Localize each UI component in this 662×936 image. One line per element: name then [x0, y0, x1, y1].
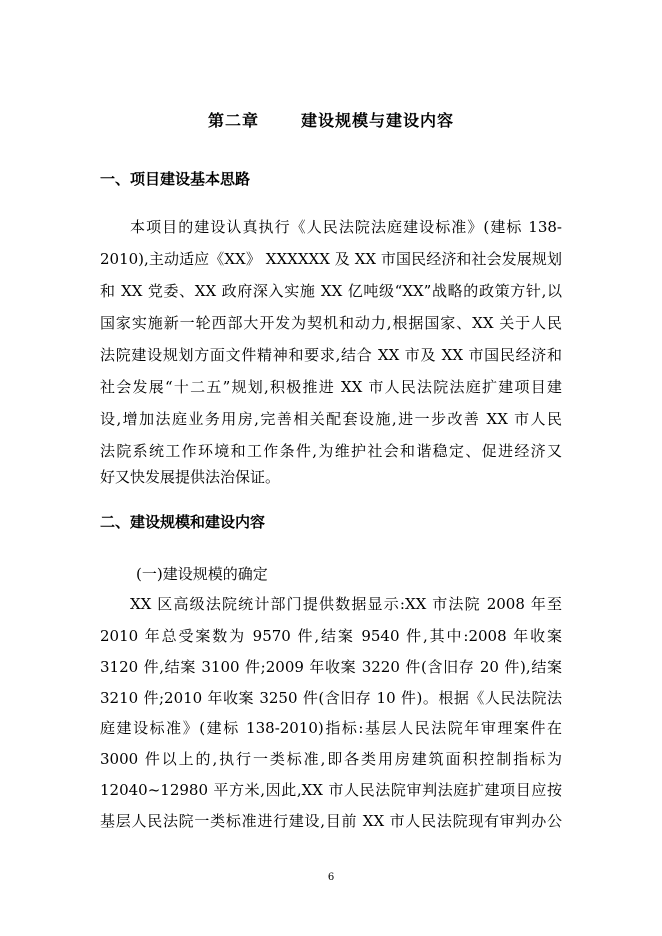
paragraph-line: 12040~12980 平方米,因此,XX 市人民法院审判法庭扩建项目应按 [100, 781, 562, 799]
paragraph-line: 好又快发展提供法治保证。 [100, 468, 281, 486]
paragraph-line: 3210 件;2010 年收案 3250 件(含旧存 10 件)。根据《人民法院法 [100, 689, 562, 707]
paragraph-line: XX 区高级法院统计部门提供数据显示:XX 市法院 2008 年至 [130, 595, 562, 613]
paragraph-line: 设,增加法庭业务用房,完善相关配套设施,进一步改善 XX 市人民 [100, 410, 562, 428]
section-heading-2: 二、建设规模和建设内容 [100, 513, 266, 531]
paragraph-line: 3120 件,结案 3100 件;2009 年收案 3220 件(含旧存 20 件),结案 [100, 658, 562, 676]
chapter-title [0, 108, 662, 131]
paragraph-line: 国家实施新一轮西部大开发为契机和动力,根据国家、XX 关于人民 [100, 314, 562, 332]
paragraph-line: 法院系统工作环境和工作条件,为维护社会和谐稳定、促进经济又 [100, 442, 562, 460]
paragraph-line: 2010 年总受案数为 9570 件,结案 9540 件,其中:2008 年收案 [100, 627, 562, 645]
subsection-heading: (一)建设规模的确定 [136, 565, 268, 583]
paragraph-line: 和 XX 党委、XX 政府深入实施 XX 亿吨级“XX”战略的政策方针,以 [100, 282, 562, 300]
section-heading-1: 一、项目建设基本思路 [100, 170, 251, 188]
paragraph-line: 2010),主动适应《XX》 XXXXXX 及 XX 市国民经济和社会发展规划 [100, 250, 562, 268]
paragraph-line: 基层人民法院一类标准进行建设,目前 XX 市人民法院现有审判办公 [100, 812, 562, 830]
paragraph-line: 法院建设规划方面文件精神和要求,结合 XX 市及 XX 市国民经济和 [100, 346, 562, 364]
paragraph-line: 社会发展“十二五”规划,积极推进 XX 市人民法院法庭扩建项目建 [100, 378, 562, 396]
chapter-name: 建设规模与建设内容 [301, 111, 455, 130]
paragraph-line: 本项目的建设认真执行《人民法院法庭建设标准》(建标 138- [130, 218, 562, 236]
page-number: 6 [327, 872, 335, 883]
paragraph-line: 3000 件以上的,执行一类标准,即各类用房建筑面积控制指标为 [100, 750, 562, 768]
chapter-number: 第二章 [207, 111, 259, 130]
paragraph-line: 庭建设标准》(建标 138-2010)指标:基层人民法院年审理案件在 [100, 719, 562, 737]
